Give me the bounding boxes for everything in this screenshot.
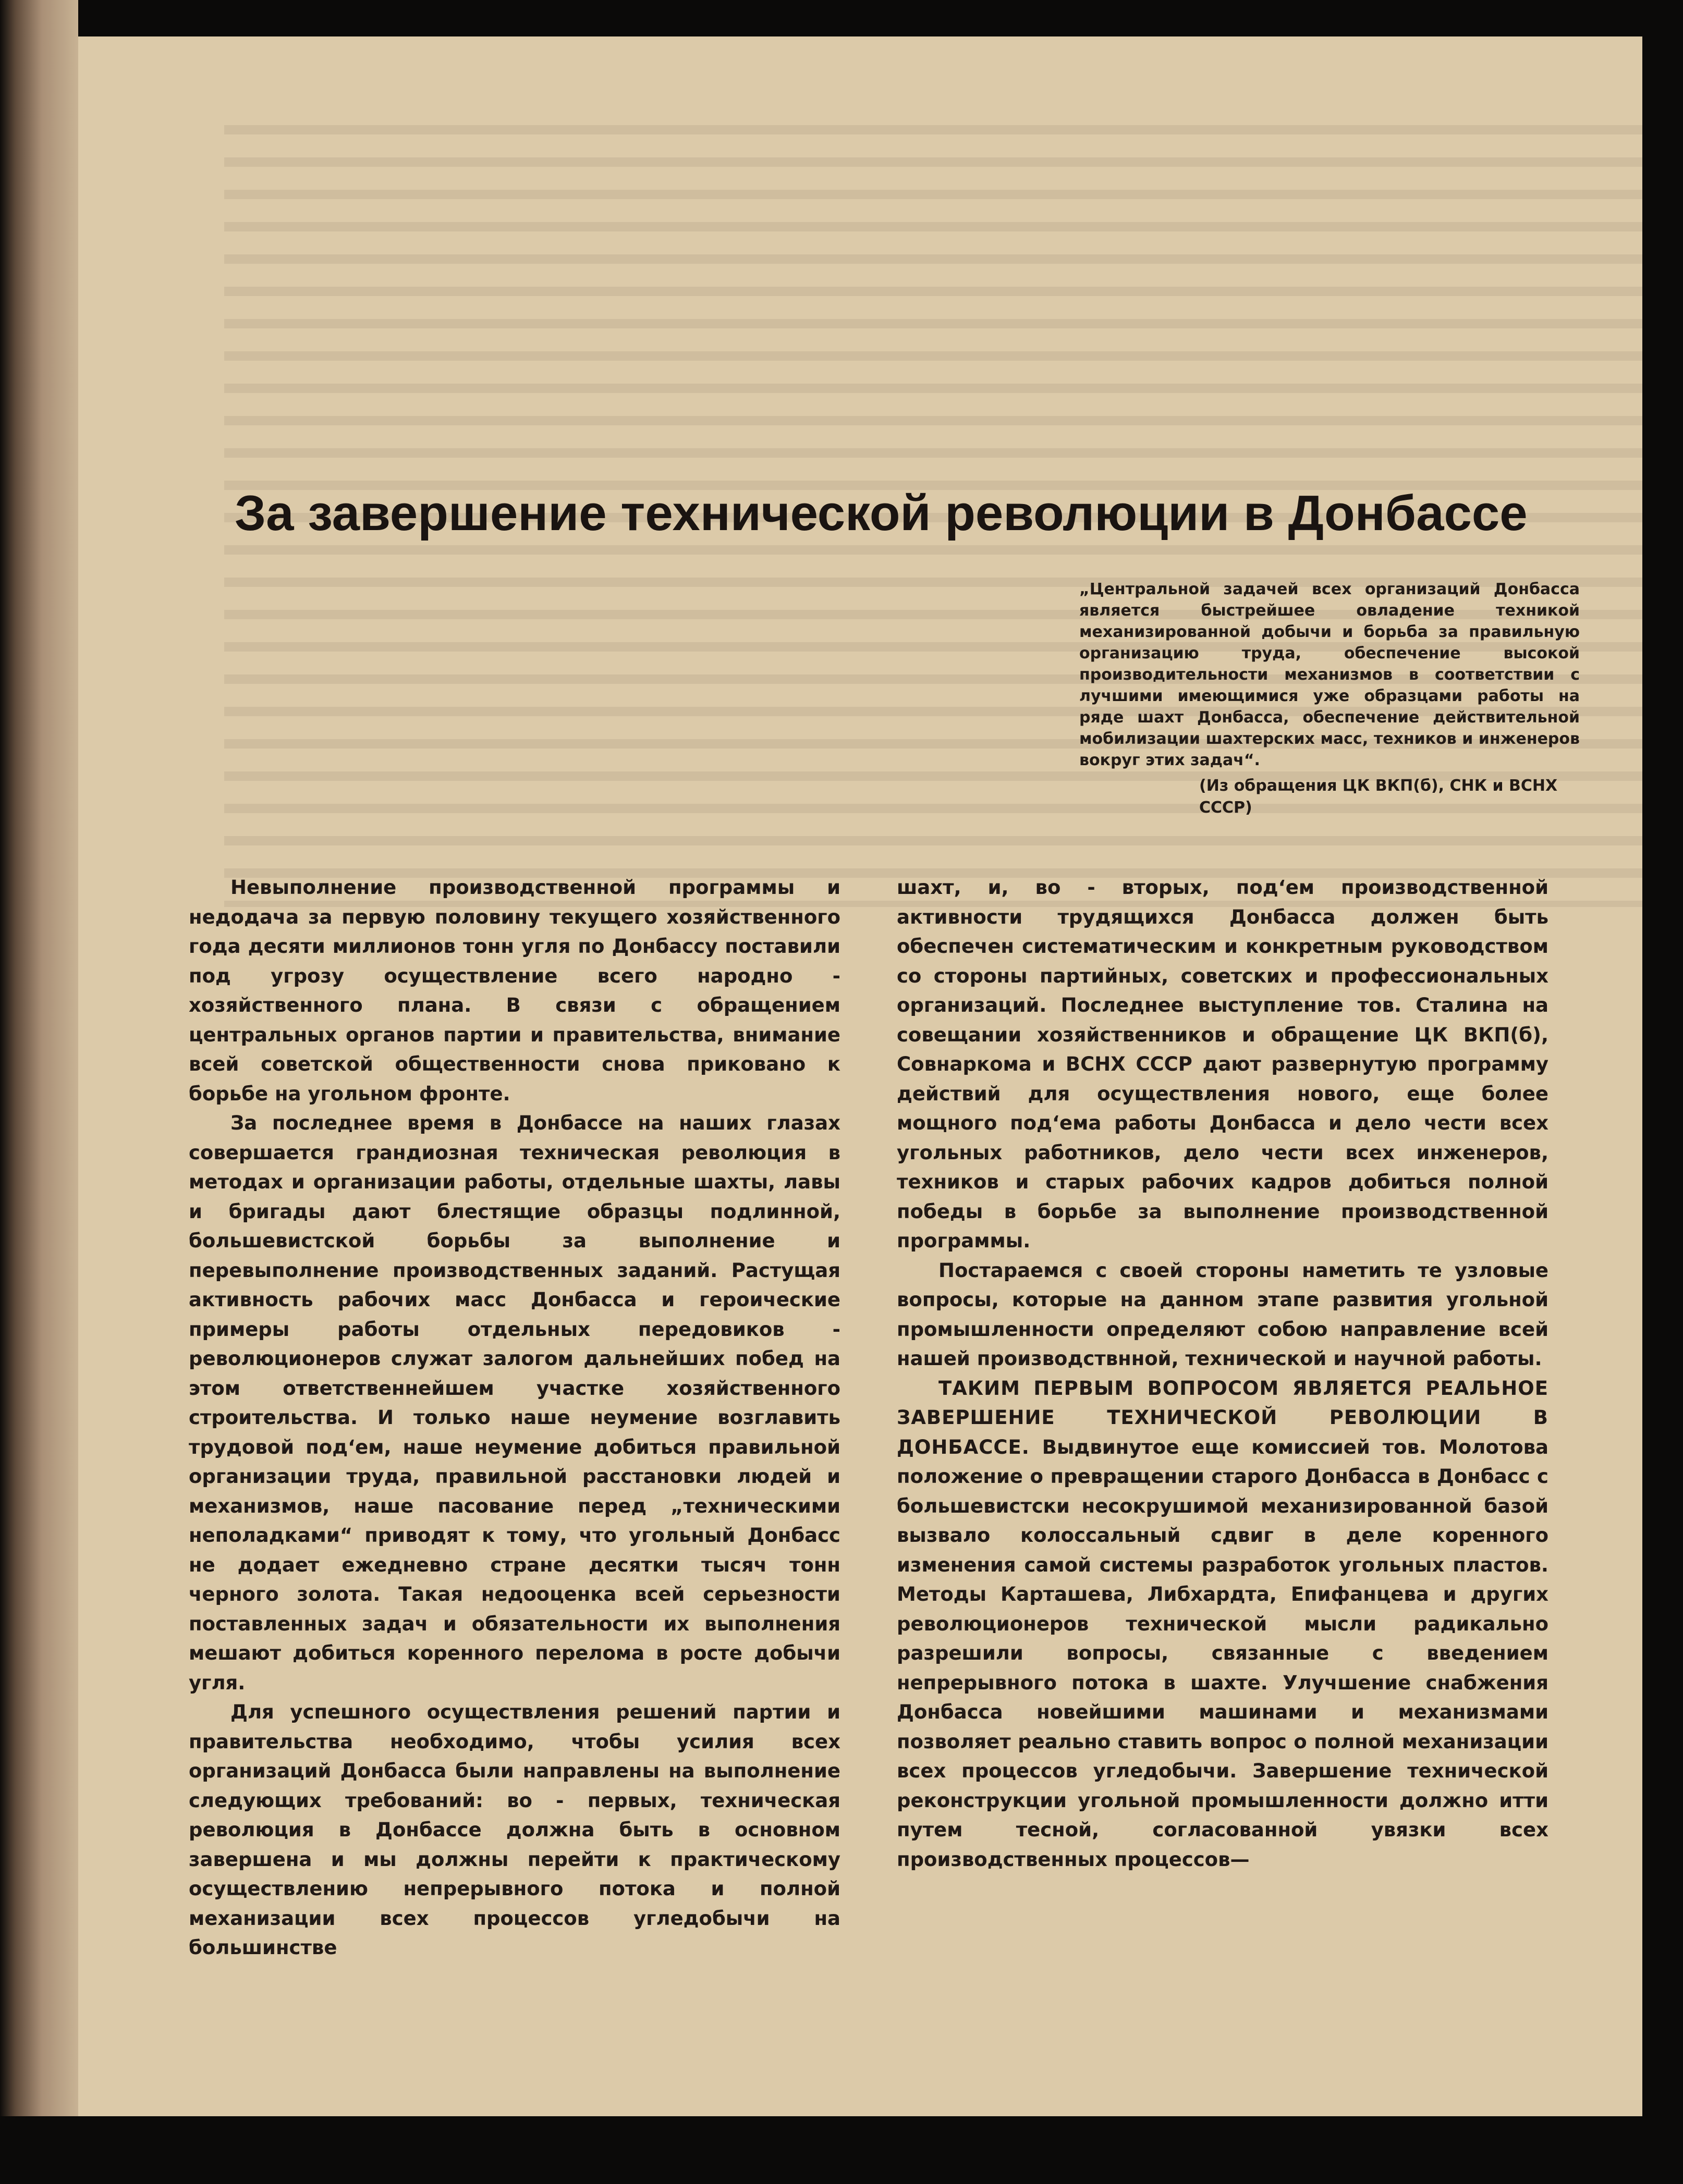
paragraph: Для успешного осуществления решений партии и правительства необходимо, чтобы усилия всех организаций Донбасса были направлены на выполнение следующих требований: во - первых, техническая революция в Донбассе должна быть в основном завершена и мы должны перейти к практическому осуществлению непрерывного потока и полной механизации всех процессов угледобычи на большинстве <box>189 1701 840 1959</box>
right-column <box>897 873 1548 1874</box>
paragraph: Постараемся с своей стороны наметить те узловые вопросы, которые на данном этапе развития угольной промышленности определяют собою направление всей нашей производствнной, технической и научной работы. <box>897 1259 1548 1370</box>
paragraph: шахт, и, во - вторых, под‘ем производственной активности трудящихся Донбасса должен быть обеспечен систематическим и конкретным руководством со стороны партийных, советских и профессиональных организаций. Последнее выступление тов. Сталина на совещании хозяйственников и обращение ЦК ВКП(б), Совнаркома и ВСНХ СССР дают развернутую программу действий для осуществления нового, еще более мощного под‘ема работы Донбасса и дело чести всех угольных работников, дело чести всех инженеров, техников и старых рабочих кадров добиться полной победы в борьбе за выполнение производственной программы. <box>897 876 1548 1252</box>
paragraph-text: Выдвинутое еще комиссией тов. Молотова положение о превращении старого Донбасса в Донбасс с большевистски несокрушимой механизированной базой вызвало колоссальный сдвиг в деле коренного изменения самой системы разработок угольных пластов. Методы Карташева, Либхардта, Епифанцева и других революционеров технической мысли радикально разрешили вопросы, связанные с введением непрерывного потока в шахте. Улучшение снабжения Донбасса новейшими машинами и механизмами позволяет реально ставить вопрос о полной механизации всех процессов угледобычи. Завершение технической реконструкции угольной промышленности должно итти путем тесной, согласованной увязки всех производственных процессов— <box>897 1435 1548 1871</box>
left-column <box>189 873 840 1963</box>
epigraph <box>1079 579 1580 819</box>
paragraph: За последнее время в Донбассе на наших глазах совершается грандиозная техническая революция в методах и организации работы, отдельные шахты, лавы и бригады дают блестящие образцы подлинной, большевистской борьбы за выполнение и перевыполнение производственных заданий. Растущая активность рабочих масс Донбасса и героические примеры работы отдельных передовиков - революционеров служат залогом дальнейших побед на этом ответственнейшем участке хозяйственного строительства. И только наше неумение возглавить трудовой под‘ем, наше неумение добиться правильной организации труда, правильной расстановки людей и механизмов, наше пасование перед „техническими неполадками“ приводят к тому, что угольный Донбасс не додает ежедневно стране десятки тысяч тонн черного золота. Такая недооценка всей серьезности поставленных задач и обязательности их выполнения мешают добиться коренного перелома в росте добычи угля. <box>189 1112 840 1694</box>
epigraph-source: (Из обращения ЦК ВКП(б), СНК и ВСНХ СССР) <box>1199 777 1558 817</box>
paragraph: Невыполнение производственной программы и недодача за первую половину текущего хозяйственного года десяти миллионов тонн угля по Донбассу поставили под угрозу осуществление всего народно - хозяйственного плана. В связи с обращением центральных органов партии и правительства, внимание всей советской общественности снова приковано к борьбе на угольном фронте. <box>189 876 840 1105</box>
page-fold-shadow <box>0 0 78 2184</box>
article-title: За завершение технической революции в Донбассе <box>235 485 1528 541</box>
epigraph-quote: „Центральной задачей всех организаций Донбасса является быстрейшее овладение техникой механизированной добычи и борьба за правильную организацию труда, обеспечение высокой производительности механизмов в соответствии с лучшими имеющимися уже образцами работы на ряде шахт Донбасса, обеспечение действительной мобилизации шахтерских масс, техников и инженеров вокруг этих задач“. <box>1079 580 1580 769</box>
scan-border-bottom <box>0 2116 1683 2184</box>
section-heading-caps: ТАКИМ ПЕРВЫМ ВОПРОСОМ ЯВЛЯЕТСЯ РЕАЛЬНОЕ ЗАВЕРШЕНИЕ ТЕХНИЧЕСКОЙ РЕВОЛЮЦИИ В ДОНБАССЕ. <box>897 1377 1548 1458</box>
paragraph <box>897 1374 1548 1875</box>
